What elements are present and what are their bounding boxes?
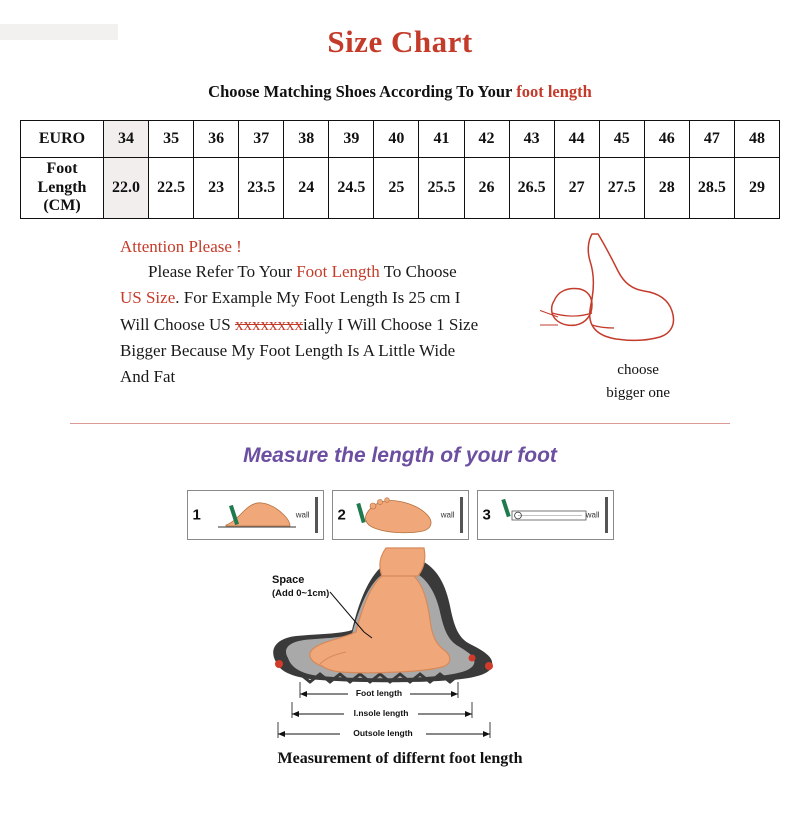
foot-outline-illustration [540, 229, 690, 374]
table-cell-foot-length: 23.5 [239, 158, 284, 219]
choose-bigger-callout [606, 359, 670, 404]
table-cell-euro: 36 [194, 121, 239, 158]
table-cell-foot-length: 25 [374, 158, 419, 219]
section-divider [70, 423, 730, 424]
wall-label: wall [585, 510, 600, 520]
table-cell-foot-length: 22.0 [104, 158, 149, 219]
table-cell-euro: 37 [239, 121, 284, 158]
table-cell-euro: 39 [329, 121, 374, 158]
row-header-line1: Foot [46, 160, 78, 178]
attention-line1-b: To Choose [379, 262, 457, 281]
table-cell-foot-length: 23 [194, 158, 239, 219]
step-number: 2 [337, 506, 346, 524]
page-subtitle [0, 82, 800, 102]
callout-line-2: bigger one [606, 384, 670, 401]
measure-step-2 [332, 490, 469, 540]
table-cell-foot-length: 28.5 [689, 158, 734, 219]
foot-measurement-diagram [0, 546, 800, 746]
row-header-line3: (CM) [43, 197, 81, 215]
attention-body [120, 259, 540, 391]
attention-line3-strike: xxxxxxxx [235, 314, 304, 334]
size-table-wrap [20, 120, 780, 219]
corner-artifact [0, 24, 118, 40]
space-label [272, 574, 329, 600]
table-cell-foot-length: 26.5 [509, 158, 554, 219]
wall-label: wall [295, 510, 310, 520]
space-label-line1: Space [272, 574, 305, 586]
wall-line [460, 497, 463, 533]
attention-line5: And Fat [120, 367, 176, 387]
table-cell-foot-length: 24.5 [329, 158, 374, 219]
size-table [20, 120, 780, 219]
table-cell-foot-length: 26 [464, 158, 509, 219]
row-header-line2: Length [37, 178, 87, 196]
attention-line3-a: Will Choose US [120, 314, 236, 334]
subtitle-accent: foot length [516, 82, 592, 101]
attention-section [0, 237, 800, 417]
table-cell-euro: 46 [644, 121, 689, 158]
attention-line1-a: Please Refer To Your [148, 262, 297, 281]
table-cell-foot-length: 24 [284, 158, 329, 219]
table-cell-euro: 47 [689, 121, 734, 158]
table-cell-foot-length: 25.5 [419, 158, 464, 219]
wall-line [315, 497, 318, 533]
diagram-caption: Measurement of differnt foot length [277, 750, 523, 767]
table-row-euro [21, 121, 780, 158]
table-cell-euro: 35 [149, 121, 194, 158]
row-header-foot-length [21, 158, 104, 219]
measure-heading: Measure the length of your foot [243, 444, 557, 467]
table-cell-euro: 42 [464, 121, 509, 158]
space-label-line2: (Add 0~1cm) [272, 587, 330, 599]
dimension-label-foot-length: Foot length [355, 688, 403, 698]
table-cell-euro: 38 [284, 121, 329, 158]
table-cell-euro: 40 [374, 121, 419, 158]
table-cell-euro: 34 [104, 121, 149, 158]
table-cell-foot-length: 27 [554, 158, 599, 219]
wall-label: wall [440, 510, 455, 520]
table-cell-foot-length: 27.5 [599, 158, 644, 219]
table-row-foot-length [21, 158, 780, 219]
callout-line-1: choose [617, 362, 659, 378]
attention-line2-a: US Size [120, 288, 176, 308]
table-cell-foot-length: 28 [644, 158, 689, 219]
attention-line1-red: Foot Length [296, 262, 380, 281]
wall-line [605, 497, 608, 533]
subtitle-text: Choose Matching Shoes According To Your [208, 82, 517, 101]
attention-line4: Bigger Because My Foot Length Is A Little Wide [120, 341, 456, 361]
step-number: 1 [192, 506, 201, 524]
table-cell-foot-length: 29 [734, 158, 779, 219]
table-cell-euro: 41 [419, 121, 464, 158]
measure-step-1 [187, 490, 324, 540]
dimension-label-outsole-length: Outsole length [353, 728, 413, 738]
attention-heading: Attention Please ! [120, 237, 242, 256]
row-header-euro: EURO [21, 121, 104, 158]
table-cell-euro: 48 [734, 121, 779, 158]
dimension-label-insole-length: I.nsole length [353, 708, 409, 718]
table-cell-euro: 45 [599, 121, 644, 158]
table-cell-euro: 43 [509, 121, 554, 158]
attention-line2-b: . For Example My Foot Length Is 25 cm I [175, 288, 461, 308]
step-number: 3 [482, 506, 491, 524]
size-chart-page [0, 24, 800, 824]
table-cell-foot-length: 22.5 [149, 158, 194, 219]
measure-steps [0, 490, 800, 540]
table-cell-euro: 44 [554, 121, 599, 158]
attention-line3-b: ially I Will Choose 1 Size [303, 314, 479, 334]
page-title: Size Chart [327, 24, 473, 59]
measure-step-3 [477, 490, 614, 540]
